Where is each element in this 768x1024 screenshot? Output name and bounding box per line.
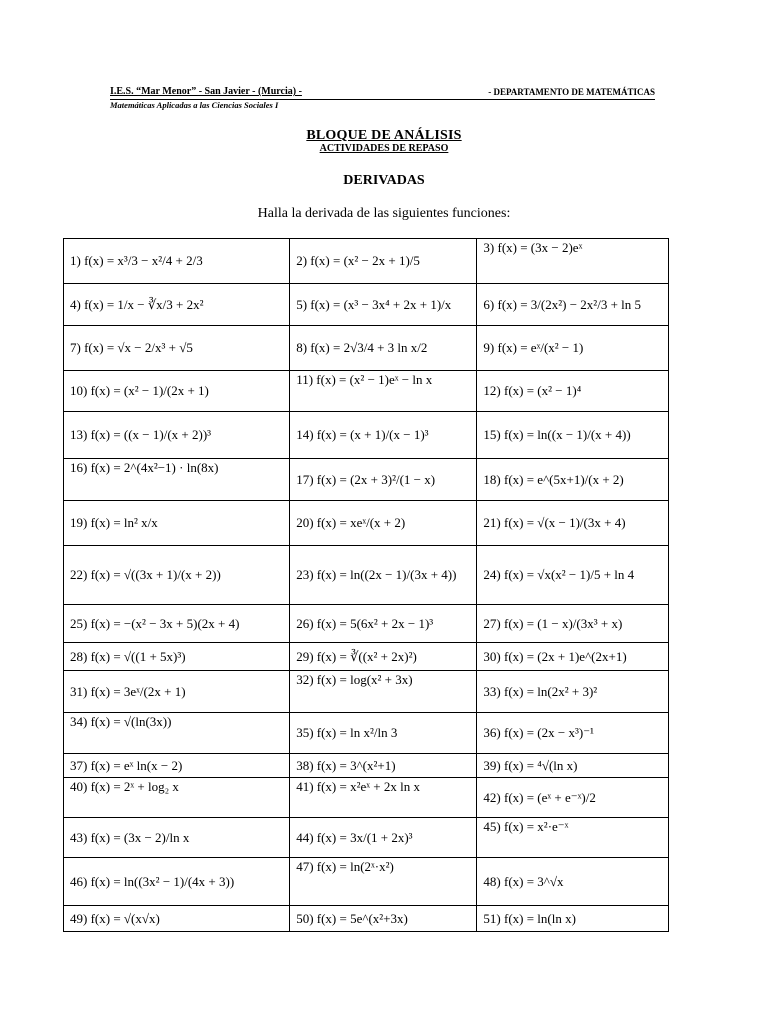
exercise-cell: 22) f(x) = √((3x + 1)/(x + 2)) [64, 546, 290, 605]
exercise-cell: 31) f(x) = 3eˣ/(2x + 1) [64, 671, 290, 713]
exercise-cell: 49) f(x) = √(x√x) [64, 906, 290, 932]
instruction-text: Halla la derivada de las siguientes funciones: [257, 206, 511, 221]
course-name: Matemáticas Aplicadas a las Ciencias Sociales I [110, 100, 279, 110]
exercise-cell: 34) f(x) = √(ln(3x)) [64, 713, 290, 754]
exercise-cell: 19) f(x) = ln² x/x [64, 501, 290, 546]
exercise-cell: 45) f(x) = x²·e⁻ˣ [477, 818, 669, 858]
exercise-cell: 29) f(x) = ∛((x² + 2x)²) [290, 643, 477, 671]
table-row [64, 671, 669, 713]
exercise-cell: 4) f(x) = 1/x − ∛x/3 + 2x² [64, 284, 290, 326]
exercise-cell: 8) f(x) = 2√3/4 + 3 ln x/2 [290, 326, 477, 371]
exercise-cell: 46) f(x) = ln((3x² − 1)/(4x + 3)) [64, 858, 290, 906]
table-row [64, 501, 669, 546]
table-row [64, 371, 669, 412]
exercise-cell: 48) f(x) = 3^√x [477, 858, 669, 906]
exercise-cell: 12) f(x) = (x² − 1)⁴ [477, 371, 669, 412]
exercise-cell: 35) f(x) = ln x²/ln 3 [290, 713, 477, 754]
exercise-cell: 23) f(x) = ln((2x − 1)/(3x + 4)) [290, 546, 477, 605]
exercise-cell: 47) f(x) = ln(2ˣ·x²) [290, 858, 477, 906]
department-name: - DEPARTAMENTO DE MATEMÁTICAS [488, 87, 655, 97]
exercise-cell: 33) f(x) = ln(2x² + 3)² [477, 671, 669, 713]
exercise-table [63, 238, 669, 932]
exercise-cell: 50) f(x) = 5e^(x²+3x) [290, 906, 477, 932]
exercise-cell: 26) f(x) = 5(6x² + 2x − 1)³ [290, 605, 477, 643]
table-row [64, 284, 669, 326]
exercise-cell: 11) f(x) = (x² − 1)eˣ − ln x [290, 371, 477, 412]
table-row [64, 239, 669, 284]
exercise-cell: 41) f(x) = x²eˣ + 2x ln x [290, 778, 477, 818]
exercise-cell: 25) f(x) = −(x² − 3x + 5)(2x + 4) [64, 605, 290, 643]
table-row [64, 546, 669, 605]
table-row [64, 778, 669, 818]
table-row [64, 906, 669, 932]
exercise-cell: 16) f(x) = 2^(4x²−1) · ln(8x) [64, 459, 290, 501]
table-row [64, 754, 669, 778]
exercise-cell: 20) f(x) = xeˣ/(x + 2) [290, 501, 477, 546]
exercise-cell: 43) f(x) = (3x − 2)/ln x [64, 818, 290, 858]
title-block [0, 126, 768, 154]
exercise-cell: 32) f(x) = log(x² + 3x) [290, 671, 477, 713]
school-name: I.E.S. “Mar Menor” - San Javier - (Murcia) - [110, 86, 302, 97]
block-subtitle: ACTIVIDADES DE REPASO [319, 143, 449, 154]
block-title: BLOQUE DE ANÁLISIS [306, 128, 462, 143]
exercise-cell: 2) f(x) = (x² − 2x + 1)/5 [290, 239, 477, 284]
exercise-cell: 6) f(x) = 3/(2x²) − 2x²/3 + ln 5 [477, 284, 669, 326]
exercise-cell: 40) f(x) = 2ˣ + log₂ x [64, 778, 290, 818]
table-row [64, 858, 669, 906]
exercise-cell: 18) f(x) = e^(5x+1)/(x + 2) [477, 459, 669, 501]
exercise-cell: 3) f(x) = (3x − 2)eˣ [477, 239, 669, 284]
exercise-cell: 37) f(x) = eˣ ln(x − 2) [64, 754, 290, 778]
document-header [110, 86, 655, 100]
exercise-cell: 7) f(x) = √x − 2/x³ + √5 [64, 326, 290, 371]
exercise-cell: 13) f(x) = ((x − 1)/(x + 2))³ [64, 412, 290, 459]
exercise-cell: 10) f(x) = (x² − 1)/(2x + 1) [64, 371, 290, 412]
exercise-cell: 42) f(x) = (eˣ + e⁻ˣ)/2 [477, 778, 669, 818]
exercise-cell: 36) f(x) = (2x − x³)⁻¹ [477, 713, 669, 754]
exercise-cell: 39) f(x) = ⁴√(ln x) [477, 754, 669, 778]
table-row [64, 326, 669, 371]
exercise-cell: 51) f(x) = ln(ln x) [477, 906, 669, 932]
exercise-cell: 5) f(x) = (x³ − 3x⁴ + 2x + 1)/x [290, 284, 477, 326]
exercise-cell: 17) f(x) = (2x + 3)²/(1 − x) [290, 459, 477, 501]
exercise-cell: 21) f(x) = √(x − 1)/(3x + 4) [477, 501, 669, 546]
table-row [64, 643, 669, 671]
exercise-cell: 30) f(x) = (2x + 1)e^(2x+1) [477, 643, 669, 671]
section-title: DERIVADAS [343, 173, 425, 188]
exercise-cell: 27) f(x) = (1 − x)/(3x³ + x) [477, 605, 669, 643]
exercise-cell: 44) f(x) = 3x/(1 + 2x)³ [290, 818, 477, 858]
exercise-cell: 28) f(x) = √((1 + 5x)³) [64, 643, 290, 671]
table-row [64, 459, 669, 501]
exercise-cell: 14) f(x) = (x + 1)/(x − 1)³ [290, 412, 477, 459]
table-row [64, 713, 669, 754]
table-row [64, 605, 669, 643]
exercise-cell: 15) f(x) = ln((x − 1)/(x + 4)) [477, 412, 669, 459]
table-row [64, 412, 669, 459]
exercise-cell: 1) f(x) = x³/3 − x²/4 + 2/3 [64, 239, 290, 284]
exercise-cell: 9) f(x) = eˣ/(x² − 1) [477, 326, 669, 371]
exercise-cell: 38) f(x) = 3^(x²+1) [290, 754, 477, 778]
table-row [64, 818, 669, 858]
exercise-cell: 24) f(x) = √x(x² − 1)/5 + ln 4 [477, 546, 669, 605]
